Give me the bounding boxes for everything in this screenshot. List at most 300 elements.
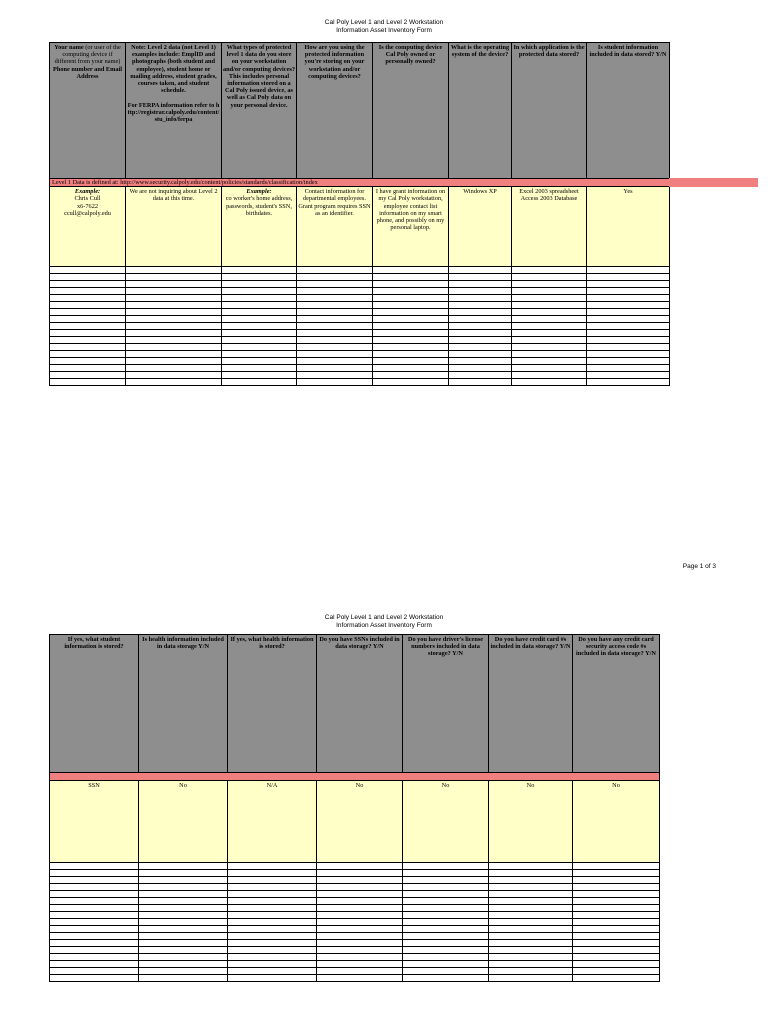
- blank-cell[interactable]: [489, 891, 573, 898]
- blank-cell[interactable]: [297, 337, 373, 344]
- blank-cell[interactable]: [489, 940, 573, 947]
- example-types: co worker's home address, passwords, student's SSN, birthdates.: [225, 195, 293, 217]
- blank-cell[interactable]: [449, 267, 512, 274]
- blank-cell[interactable]: [587, 295, 670, 302]
- blank-cell[interactable]: [403, 961, 489, 968]
- blank-row: [50, 330, 670, 337]
- blank-cell[interactable]: [512, 323, 587, 330]
- blank-cell[interactable]: [449, 365, 512, 372]
- blank-cell[interactable]: [139, 968, 228, 975]
- blank-cell[interactable]: [126, 379, 222, 386]
- blank-cell[interactable]: [573, 884, 660, 891]
- blank-cell[interactable]: [50, 912, 139, 919]
- blank-cell[interactable]: [403, 891, 489, 898]
- header-student-info: Is student information included in data stored? Y/N: [587, 43, 670, 179]
- blank-cell[interactable]: [449, 358, 512, 365]
- blank-cell[interactable]: [403, 884, 489, 891]
- blank-cell[interactable]: [573, 919, 660, 926]
- blank-cell[interactable]: [50, 968, 139, 975]
- blank-cell[interactable]: [512, 295, 587, 302]
- example-email: ccull@calpoly.edu: [64, 209, 111, 217]
- blank-cell[interactable]: [222, 323, 297, 330]
- header-security-code: Do you have any credit card security access code #s included in data storage? Y/N: [573, 635, 660, 773]
- blank-cell[interactable]: [50, 940, 139, 947]
- blank-cell[interactable]: [50, 309, 126, 316]
- blank-cell[interactable]: [317, 891, 403, 898]
- blank-cell[interactable]: [373, 274, 449, 281]
- blank-cell[interactable]: [222, 330, 297, 337]
- blank-cell[interactable]: [228, 919, 317, 926]
- blank-cell[interactable]: [297, 344, 373, 351]
- blank-cell[interactable]: [50, 905, 139, 912]
- blank-cell[interactable]: [573, 975, 660, 982]
- blank-cell[interactable]: [587, 281, 670, 288]
- header-drivers-license: Do you have driver's license numbers included in data storage? Y/N: [403, 635, 489, 773]
- blank-cell[interactable]: [512, 337, 587, 344]
- blank-cell[interactable]: [228, 905, 317, 912]
- blank-cell[interactable]: [50, 358, 126, 365]
- blank-cell[interactable]: [403, 940, 489, 947]
- blank-cell[interactable]: [297, 351, 373, 358]
- blank-cell[interactable]: [317, 961, 403, 968]
- blank-cell[interactable]: [50, 330, 126, 337]
- blank-cell[interactable]: [317, 954, 403, 961]
- blank-cell[interactable]: [403, 975, 489, 982]
- blank-cell[interactable]: [587, 379, 670, 386]
- blank-cell[interactable]: [573, 870, 660, 877]
- blank-cell[interactable]: [373, 302, 449, 309]
- blank-cell[interactable]: [126, 295, 222, 302]
- blank-cell[interactable]: [587, 372, 670, 379]
- blank-cell[interactable]: [573, 926, 660, 933]
- blank-cell[interactable]: [489, 898, 573, 905]
- blank-cell[interactable]: [489, 926, 573, 933]
- blank-cell[interactable]: [512, 351, 587, 358]
- blank-cell[interactable]: [228, 933, 317, 940]
- example-level2: We are not inquiring about Level 2 data at this time.: [126, 187, 222, 267]
- blank-cell[interactable]: [403, 954, 489, 961]
- blank-cell[interactable]: [317, 940, 403, 947]
- blank-row: [50, 884, 660, 891]
- blank-cell[interactable]: [587, 351, 670, 358]
- blank-cell[interactable]: [489, 975, 573, 982]
- blank-cell[interactable]: [449, 281, 512, 288]
- blank-cell[interactable]: [512, 267, 587, 274]
- example-ownership: I have grant information on my Cal Poly workstation, employee contact list information on my smart phone, and possibly on my personal laptop.: [373, 187, 449, 267]
- blank-cell[interactable]: [139, 891, 228, 898]
- blank-cell[interactable]: [139, 905, 228, 912]
- blank-cell[interactable]: [489, 954, 573, 961]
- blank-cell[interactable]: [317, 933, 403, 940]
- blank-cell[interactable]: [449, 337, 512, 344]
- blank-cell[interactable]: [297, 316, 373, 323]
- blank-cell[interactable]: [297, 365, 373, 372]
- blank-cell[interactable]: [126, 309, 222, 316]
- blank-cell[interactable]: [489, 961, 573, 968]
- blank-cell[interactable]: [373, 379, 449, 386]
- blank-cell[interactable]: [228, 870, 317, 877]
- blank-cell[interactable]: [403, 877, 489, 884]
- example-label: Example:: [74, 188, 101, 196]
- blank-cell[interactable]: [50, 863, 139, 870]
- blank-cell[interactable]: [139, 926, 228, 933]
- blank-cell[interactable]: [512, 344, 587, 351]
- blank-cell[interactable]: [50, 372, 126, 379]
- blank-cell[interactable]: [573, 912, 660, 919]
- blank-cell[interactable]: [449, 302, 512, 309]
- blank-cell[interactable]: [228, 968, 317, 975]
- example-student-info-type: SSN: [50, 781, 139, 863]
- blank-cell[interactable]: [126, 302, 222, 309]
- blank-cell[interactable]: [126, 358, 222, 365]
- blank-cell[interactable]: [573, 905, 660, 912]
- blank-cell[interactable]: [297, 309, 373, 316]
- example-drivers-license: No: [403, 781, 489, 863]
- blank-cell[interactable]: [222, 337, 297, 344]
- blank-cell[interactable]: [587, 358, 670, 365]
- blank-cell[interactable]: [373, 295, 449, 302]
- blank-cell[interactable]: [228, 898, 317, 905]
- blank-cell[interactable]: [449, 351, 512, 358]
- blank-cell[interactable]: [587, 344, 670, 351]
- blank-cell[interactable]: [126, 316, 222, 323]
- blank-cell[interactable]: [228, 954, 317, 961]
- blank-row: [50, 372, 670, 379]
- header-health-info-type: If yes, what health information is stored?: [228, 635, 317, 773]
- blank-cell[interactable]: [228, 884, 317, 891]
- blank-cell[interactable]: [222, 379, 297, 386]
- blank-cell[interactable]: [512, 288, 587, 295]
- blank-cell[interactable]: [573, 891, 660, 898]
- blank-cell[interactable]: [126, 274, 222, 281]
- blank-cell[interactable]: [228, 912, 317, 919]
- blank-cell[interactable]: [139, 863, 228, 870]
- blank-cell[interactable]: [126, 344, 222, 351]
- blank-cell[interactable]: [587, 267, 670, 274]
- blank-cell[interactable]: [50, 379, 126, 386]
- header-usage: How are you using the protected information you're storing on your workstation and/or computing devices?: [297, 43, 373, 179]
- blank-cell[interactable]: [373, 323, 449, 330]
- blank-cell[interactable]: [373, 316, 449, 323]
- blank-cell[interactable]: [449, 330, 512, 337]
- blank-cell[interactable]: [50, 302, 126, 309]
- blank-cell[interactable]: [573, 954, 660, 961]
- blank-row: [50, 351, 670, 358]
- example-security-code: No: [573, 781, 660, 863]
- blank-cell[interactable]: [126, 351, 222, 358]
- blank-cell[interactable]: [228, 863, 317, 870]
- blank-row: [50, 288, 670, 295]
- blank-cell[interactable]: [587, 288, 670, 295]
- blank-cell[interactable]: [489, 863, 573, 870]
- blank-row: [50, 323, 670, 330]
- page1-redbar-extension: [669, 178, 758, 187]
- blank-cell[interactable]: [297, 372, 373, 379]
- blank-cell[interactable]: [50, 281, 126, 288]
- blank-cell[interactable]: [449, 344, 512, 351]
- blank-cell[interactable]: [50, 344, 126, 351]
- blank-cell[interactable]: [222, 267, 297, 274]
- example-types-label: Example:: [246, 188, 272, 196]
- blank-cell[interactable]: [297, 358, 373, 365]
- blank-cell[interactable]: [126, 365, 222, 372]
- blank-cell[interactable]: [297, 267, 373, 274]
- blank-cell[interactable]: [228, 926, 317, 933]
- blank-cell[interactable]: [512, 309, 587, 316]
- blank-cell[interactable]: [403, 933, 489, 940]
- blank-row: [50, 302, 670, 309]
- blank-cell[interactable]: [373, 358, 449, 365]
- blank-cell[interactable]: [403, 947, 489, 954]
- blank-cell[interactable]: [403, 870, 489, 877]
- blank-cell[interactable]: [449, 288, 512, 295]
- blank-cell[interactable]: [50, 316, 126, 323]
- blank-cell[interactable]: [126, 267, 222, 274]
- blank-cell[interactable]: [373, 267, 449, 274]
- blank-cell[interactable]: [222, 309, 297, 316]
- blank-cell[interactable]: [50, 919, 139, 926]
- blank-cell[interactable]: [449, 316, 512, 323]
- blank-cell[interactable]: [403, 919, 489, 926]
- blank-cell[interactable]: [50, 891, 139, 898]
- example-name: Chris Cull: [74, 195, 101, 203]
- blank-cell[interactable]: [317, 870, 403, 877]
- blank-cell[interactable]: [317, 877, 403, 884]
- blank-cell[interactable]: [50, 267, 126, 274]
- blank-cell[interactable]: [317, 884, 403, 891]
- blank-cell[interactable]: [139, 919, 228, 926]
- blank-cell[interactable]: [573, 968, 660, 975]
- blank-row: [50, 870, 660, 877]
- blank-cell[interactable]: [587, 365, 670, 372]
- blank-cell[interactable]: [573, 877, 660, 884]
- blank-cell[interactable]: [139, 933, 228, 940]
- blank-cell[interactable]: [222, 295, 297, 302]
- example-name-cell: [50, 187, 126, 267]
- blank-cell[interactable]: [373, 351, 449, 358]
- blank-cell[interactable]: [489, 877, 573, 884]
- blank-cell[interactable]: [373, 337, 449, 344]
- header-health-info: Is health information included in data storage Y/N: [139, 635, 228, 773]
- blank-cell[interactable]: [317, 947, 403, 954]
- blank-cell[interactable]: [50, 926, 139, 933]
- header-phone-email: Phone number and Email Address: [53, 65, 122, 80]
- blank-cell[interactable]: [573, 933, 660, 940]
- blank-cell[interactable]: [373, 330, 449, 337]
- blank-cell[interactable]: [573, 947, 660, 954]
- blank-cell[interactable]: [587, 337, 670, 344]
- blank-cell[interactable]: [222, 358, 297, 365]
- page2-redbar: [50, 773, 660, 781]
- blank-cell[interactable]: [317, 919, 403, 926]
- blank-cell[interactable]: [512, 316, 587, 323]
- example-application: Excel 2003 spreadsheet Access 2003 Database: [512, 187, 587, 267]
- blank-cell[interactable]: [587, 330, 670, 337]
- blank-cell[interactable]: [228, 877, 317, 884]
- blank-cell[interactable]: [126, 330, 222, 337]
- blank-cell[interactable]: [489, 884, 573, 891]
- blank-cell[interactable]: [50, 898, 139, 905]
- blank-cell[interactable]: [373, 288, 449, 295]
- blank-cell[interactable]: [373, 372, 449, 379]
- blank-cell[interactable]: [222, 316, 297, 323]
- blank-cell[interactable]: [126, 337, 222, 344]
- blank-cell[interactable]: [139, 961, 228, 968]
- blank-cell[interactable]: [228, 940, 317, 947]
- blank-cell[interactable]: [50, 351, 126, 358]
- blank-cell[interactable]: [317, 863, 403, 870]
- blank-cell[interactable]: [373, 365, 449, 372]
- blank-cell[interactable]: [222, 344, 297, 351]
- blank-cell[interactable]: [297, 379, 373, 386]
- blank-cell[interactable]: [587, 316, 670, 323]
- blank-cell[interactable]: [297, 281, 373, 288]
- blank-cell[interactable]: [317, 912, 403, 919]
- blank-cell[interactable]: [512, 274, 587, 281]
- blank-cell[interactable]: [139, 954, 228, 961]
- blank-cell[interactable]: [403, 898, 489, 905]
- blank-row: [50, 295, 670, 302]
- blank-cell[interactable]: [512, 302, 587, 309]
- blank-cell[interactable]: [50, 365, 126, 372]
- blank-cell[interactable]: [573, 863, 660, 870]
- blank-cell[interactable]: [222, 281, 297, 288]
- blank-cell[interactable]: [222, 365, 297, 372]
- blank-cell[interactable]: [587, 323, 670, 330]
- blank-cell[interactable]: [139, 870, 228, 877]
- blank-cell[interactable]: [297, 330, 373, 337]
- blank-cell[interactable]: [139, 884, 228, 891]
- blank-cell[interactable]: [512, 372, 587, 379]
- blank-cell[interactable]: [489, 870, 573, 877]
- blank-row: [50, 975, 660, 982]
- blank-cell[interactable]: [222, 302, 297, 309]
- blank-cell[interactable]: [139, 912, 228, 919]
- blank-cell[interactable]: [50, 870, 139, 877]
- blank-cell[interactable]: [489, 905, 573, 912]
- blank-cell[interactable]: [50, 288, 126, 295]
- blank-cell[interactable]: [50, 954, 139, 961]
- blank-cell[interactable]: [297, 323, 373, 330]
- blank-cell[interactable]: [50, 295, 126, 302]
- example-credit-card: No: [489, 781, 573, 863]
- blank-cell[interactable]: [512, 281, 587, 288]
- blank-cell[interactable]: [489, 947, 573, 954]
- blank-cell[interactable]: [297, 288, 373, 295]
- blank-cell[interactable]: [587, 309, 670, 316]
- blank-cell[interactable]: [228, 947, 317, 954]
- blank-cell[interactable]: [222, 372, 297, 379]
- blank-cell[interactable]: [317, 926, 403, 933]
- blank-cell[interactable]: [317, 905, 403, 912]
- blank-cell[interactable]: [317, 968, 403, 975]
- blank-cell[interactable]: [489, 919, 573, 926]
- blank-cell[interactable]: [50, 323, 126, 330]
- header-your-name-rest: (or user of the computing device if different from your name): [54, 44, 121, 66]
- blank-cell[interactable]: [228, 891, 317, 898]
- blank-cell[interactable]: [317, 975, 403, 982]
- blank-cell[interactable]: [512, 365, 587, 372]
- blank-cell[interactable]: [222, 351, 297, 358]
- blank-cell[interactable]: [139, 975, 228, 982]
- blank-cell[interactable]: [139, 877, 228, 884]
- blank-cell[interactable]: [403, 905, 489, 912]
- blank-cell[interactable]: [449, 309, 512, 316]
- blank-cell[interactable]: [403, 863, 489, 870]
- example-student-info: Yes: [587, 187, 670, 267]
- blank-cell[interactable]: [126, 281, 222, 288]
- blank-cell[interactable]: [126, 323, 222, 330]
- blank-cell[interactable]: [228, 961, 317, 968]
- blank-row: [50, 933, 660, 940]
- blank-cell[interactable]: [449, 295, 512, 302]
- page1-example-row: [50, 187, 670, 267]
- blank-cell[interactable]: [587, 302, 670, 309]
- blank-cell[interactable]: [297, 274, 373, 281]
- page2-example-row: [50, 781, 660, 863]
- blank-cell[interactable]: [449, 323, 512, 330]
- blank-cell[interactable]: [449, 379, 512, 386]
- page2-red-row: [50, 773, 660, 781]
- blank-cell[interactable]: [222, 274, 297, 281]
- blank-cell[interactable]: [373, 344, 449, 351]
- blank-row: [50, 267, 670, 274]
- blank-cell[interactable]: [50, 274, 126, 281]
- blank-cell[interactable]: [317, 898, 403, 905]
- blank-row: [50, 863, 660, 870]
- blank-cell[interactable]: [50, 877, 139, 884]
- blank-cell[interactable]: [50, 947, 139, 954]
- blank-cell[interactable]: [228, 975, 317, 982]
- blank-cell[interactable]: [512, 330, 587, 337]
- blank-cell[interactable]: [50, 884, 139, 891]
- blank-cell[interactable]: [587, 274, 670, 281]
- blank-cell[interactable]: [222, 288, 297, 295]
- blank-cell[interactable]: [50, 975, 139, 982]
- blank-cell[interactable]: [489, 968, 573, 975]
- example-health-info-type: N/A: [228, 781, 317, 863]
- blank-cell[interactable]: [297, 302, 373, 309]
- blank-cell[interactable]: [512, 358, 587, 365]
- blank-cell[interactable]: [50, 337, 126, 344]
- blank-cell[interactable]: [449, 372, 512, 379]
- blank-row: [50, 281, 670, 288]
- blank-cell[interactable]: [403, 926, 489, 933]
- blank-cell[interactable]: [573, 961, 660, 968]
- blank-cell[interactable]: [297, 295, 373, 302]
- page1-inventory-table: [49, 42, 670, 386]
- blank-cell[interactable]: [403, 968, 489, 975]
- blank-cell[interactable]: [139, 898, 228, 905]
- blank-cell[interactable]: [126, 288, 222, 295]
- blank-cell[interactable]: [50, 933, 139, 940]
- blank-row: [50, 316, 670, 323]
- example-phone: x6-7622: [77, 202, 98, 210]
- blank-cell[interactable]: [573, 940, 660, 947]
- blank-cell[interactable]: [489, 933, 573, 940]
- blank-cell[interactable]: [512, 379, 587, 386]
- blank-cell[interactable]: [573, 898, 660, 905]
- blank-cell[interactable]: [373, 309, 449, 316]
- blank-cell[interactable]: [50, 961, 139, 968]
- blank-cell[interactable]: [139, 947, 228, 954]
- blank-cell[interactable]: [139, 940, 228, 947]
- blank-cell[interactable]: [489, 912, 573, 919]
- blank-cell[interactable]: [449, 274, 512, 281]
- blank-cell[interactable]: [373, 281, 449, 288]
- blank-cell[interactable]: [126, 372, 222, 379]
- blank-cell[interactable]: [403, 912, 489, 919]
